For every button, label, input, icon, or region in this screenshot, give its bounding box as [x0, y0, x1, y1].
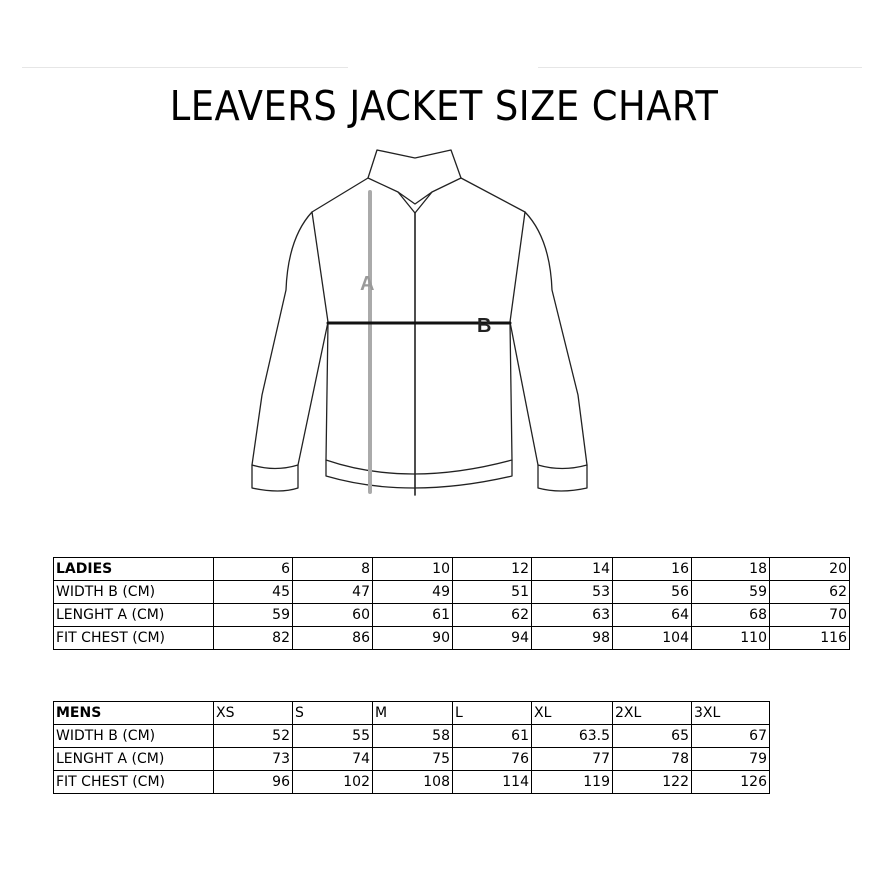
- table-cell: 110: [692, 627, 770, 650]
- jacket-left-sleeve: [252, 212, 328, 491]
- table-cell: 78: [613, 748, 692, 771]
- ladies-size: 10: [373, 558, 453, 581]
- row-label: LENGHT A (CM): [54, 604, 214, 627]
- table-cell: 74: [293, 748, 373, 771]
- table-cell: 70: [770, 604, 850, 627]
- table-cell: 67: [692, 725, 770, 748]
- table-cell: 79: [692, 748, 770, 771]
- length-a-label: A: [360, 273, 375, 295]
- table-row: [54, 748, 770, 771]
- ladies-size: 20: [770, 558, 850, 581]
- mens-size: M: [373, 702, 453, 725]
- table-cell: 116: [770, 627, 850, 650]
- ladies-size: 18: [692, 558, 770, 581]
- table-cell: 60: [293, 604, 373, 627]
- table-cell: 94: [453, 627, 532, 650]
- table-cell: 75: [373, 748, 453, 771]
- table-cell: 77: [532, 748, 613, 771]
- ladies-size: 16: [613, 558, 692, 581]
- table-cell: 62: [453, 604, 532, 627]
- mens-size: 3XL: [692, 702, 770, 725]
- table-cell: 64: [613, 604, 692, 627]
- table-cell: 59: [692, 581, 770, 604]
- table-cell: 62: [770, 581, 850, 604]
- table-cell: 82: [214, 627, 293, 650]
- page-title: LEAVERS JACKET SIZE CHART: [169, 82, 719, 130]
- jacket-diagram: [240, 140, 600, 500]
- table-cell: 58: [373, 725, 453, 748]
- table-cell: 114: [453, 771, 532, 794]
- table-cell: 68: [692, 604, 770, 627]
- row-label: FIT CHEST (CM): [54, 771, 214, 794]
- table-cell: 76: [453, 748, 532, 771]
- table-cell: 52: [214, 725, 293, 748]
- ladies-size: 8: [293, 558, 373, 581]
- top-divider-left: [22, 67, 348, 68]
- table-cell: 59: [214, 604, 293, 627]
- ladies-header-label: LADIES: [54, 558, 214, 581]
- table-cell: 61: [453, 725, 532, 748]
- table-cell: 65: [613, 725, 692, 748]
- table-cell: 108: [373, 771, 453, 794]
- row-label: WIDTH B (CM): [54, 581, 214, 604]
- table-cell: 63.5: [532, 725, 613, 748]
- mens-size: XL: [532, 702, 613, 725]
- table-cell: 55: [293, 725, 373, 748]
- top-divider-right: [538, 67, 862, 68]
- table-cell: 51: [453, 581, 532, 604]
- table-cell: 45: [214, 581, 293, 604]
- mens-size: 2XL: [613, 702, 692, 725]
- table-row: [54, 725, 770, 748]
- table-cell: 119: [532, 771, 613, 794]
- ladies-header-row: [54, 558, 850, 581]
- mens-size: L: [453, 702, 532, 725]
- table-cell: 126: [692, 771, 770, 794]
- width-b-label: B: [477, 315, 492, 337]
- table-cell: 98: [532, 627, 613, 650]
- table-cell: 63: [532, 604, 613, 627]
- table-cell: 90: [373, 627, 453, 650]
- table-cell: 61: [373, 604, 453, 627]
- ladies-size: 12: [453, 558, 532, 581]
- row-label: WIDTH B (CM): [54, 725, 214, 748]
- table-cell: 47: [293, 581, 373, 604]
- table-cell: 102: [293, 771, 373, 794]
- table-row: [54, 581, 850, 604]
- table-row: [54, 604, 850, 627]
- table-cell: 96: [214, 771, 293, 794]
- jacket-right-sleeve: [510, 212, 587, 491]
- table-cell: 86: [293, 627, 373, 650]
- ladies-size: 14: [532, 558, 613, 581]
- table-cell: 73: [214, 748, 293, 771]
- ladies-size: 6: [214, 558, 293, 581]
- table-row: [54, 627, 850, 650]
- ladies-size-table: [53, 557, 850, 650]
- mens-size: XS: [214, 702, 293, 725]
- table-row: [54, 771, 770, 794]
- mens-header-label: MENS: [54, 702, 214, 725]
- table-cell: 104: [613, 627, 692, 650]
- jacket-body: [312, 178, 525, 474]
- table-cell: 49: [373, 581, 453, 604]
- table-cell: 53: [532, 581, 613, 604]
- mens-header-row: [54, 702, 770, 725]
- mens-size: S: [293, 702, 373, 725]
- row-label: FIT CHEST (CM): [54, 627, 214, 650]
- mens-size-table: [53, 701, 770, 794]
- table-cell: 122: [613, 771, 692, 794]
- table-cell: 56: [613, 581, 692, 604]
- row-label: LENGHT A (CM): [54, 748, 214, 771]
